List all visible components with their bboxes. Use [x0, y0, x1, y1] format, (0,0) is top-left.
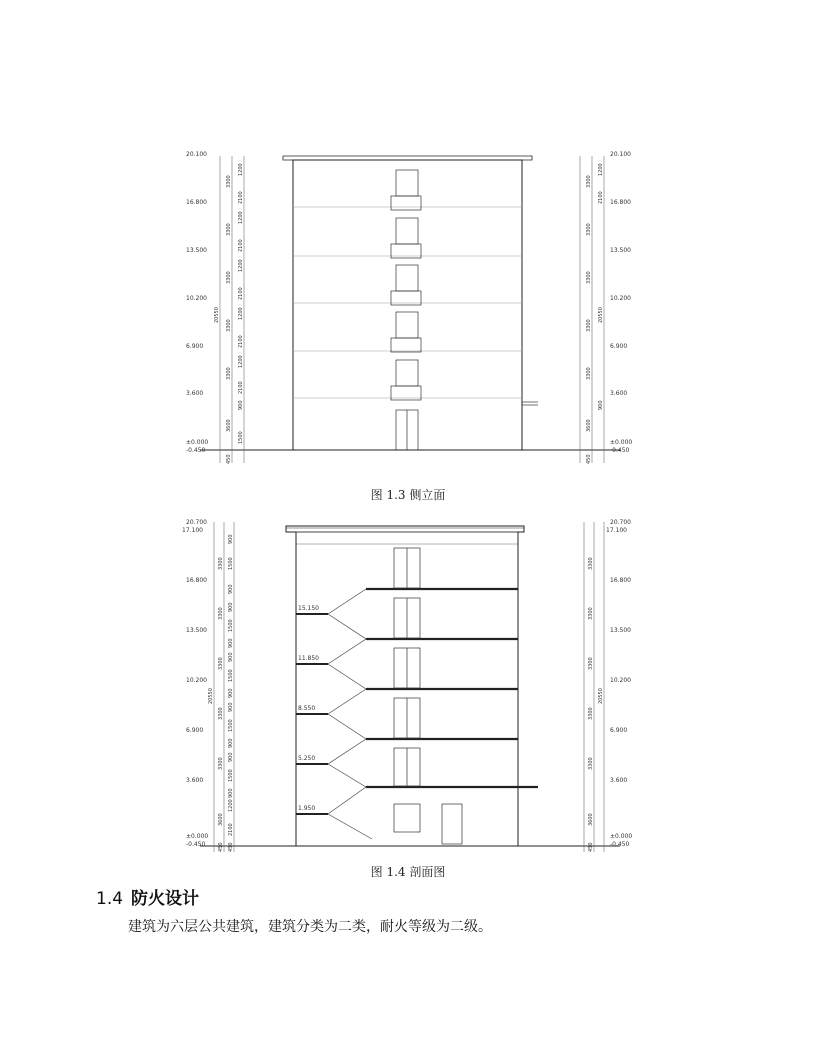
figure-1-4-caption: 图 1.4 剖面图 [370, 865, 446, 879]
level-label: 13.500 [186, 627, 207, 634]
stair-level-label: 5.250 [298, 755, 316, 762]
sub-dimension: 2100 [238, 287, 244, 300]
story-dimension: 3300 [586, 175, 592, 188]
sub-dimension: 2100 [238, 191, 244, 204]
level-label: ±0.000 [610, 439, 633, 446]
level-label: 6.900 [186, 343, 204, 350]
story-dimension: 3300 [226, 271, 232, 284]
section-title: 防火设计 [130, 889, 199, 909]
level-label: 20.100 [610, 151, 631, 158]
side-elevation-drawing [180, 148, 640, 468]
story-dimension: 3600 [586, 419, 592, 432]
sub-dimension: 900 [228, 752, 234, 762]
level-label: -0.450 [186, 841, 206, 848]
sub-dimension: 900 [238, 400, 244, 410]
sub-dimension: 1200 [238, 307, 244, 320]
level-label: 3.600 [186, 777, 204, 784]
level-label: ±0.000 [186, 833, 209, 840]
level-label: 16.800 [186, 199, 207, 206]
story-dimension: 3300 [218, 557, 224, 570]
sub-dimension: 2100 [238, 239, 244, 252]
sub-dimension: 900 [228, 738, 234, 748]
level-label: 10.200 [610, 295, 631, 302]
stair-level-label: 1.950 [298, 805, 316, 812]
level-label: 17.100 [606, 527, 627, 534]
level-label: 3.600 [610, 390, 628, 397]
sub-dimension: 2100 [238, 335, 244, 348]
level-label: 17.100 [182, 527, 203, 534]
sub-dimension: 450 [228, 842, 234, 852]
sub-dimension: 1200 [238, 355, 244, 368]
story-dimension: 3300 [586, 367, 592, 380]
story-dimension: 3300 [226, 319, 232, 332]
level-label: 20.700 [610, 519, 631, 526]
stair-level-label: 8.550 [298, 705, 316, 712]
section-number: 1.4 [96, 889, 124, 909]
story-dimension: 3300 [588, 707, 594, 720]
story-dimension: 3300 [586, 319, 592, 332]
sub-dimension: 1500 [228, 719, 234, 732]
sub-dimension: 900 [598, 400, 604, 410]
total-dimension: 20550 [598, 307, 604, 323]
stair-level-label: 15.150 [298, 605, 319, 612]
level-label: ±0.000 [610, 833, 633, 840]
story-dimension: 3600 [226, 419, 232, 432]
story-dimension: 3300 [226, 175, 232, 188]
level-label: 10.200 [186, 677, 207, 684]
sub-dimension: 900 [228, 652, 234, 662]
sub-dimension: 1500 [228, 769, 234, 782]
sub-dimension: 900 [228, 688, 234, 698]
body-paragraph: 建筑为六层公共建筑，建筑分类为二类，耐火等级为二级。 [128, 919, 492, 935]
level-label: 13.500 [610, 247, 631, 254]
sub-dimension: 1500 [228, 557, 234, 570]
story-dimension: 3300 [588, 757, 594, 770]
sub-dimension: 1200 [238, 163, 244, 176]
total-dimension: 20550 [214, 307, 220, 323]
story-dimension: 3300 [586, 223, 592, 236]
story-dimension: 450 [218, 842, 224, 852]
story-dimension: 3300 [586, 271, 592, 284]
sub-dimension: 1500 [238, 431, 244, 444]
level-label: 3.600 [186, 390, 204, 397]
level-label: -0.450 [610, 447, 630, 454]
section-heading [96, 884, 199, 909]
story-dimension: 3300 [588, 557, 594, 570]
sub-dimension: 2100 [228, 823, 234, 836]
story-dimension: 450 [226, 454, 232, 464]
sub-dimension: 900 [228, 584, 234, 594]
sub-dimension: 1500 [228, 619, 234, 632]
level-label: 16.800 [186, 577, 207, 584]
story-dimension: 3300 [218, 607, 224, 620]
level-label: 10.200 [610, 677, 631, 684]
story-dimension: 450 [586, 454, 592, 464]
sub-dimension: 2100 [238, 381, 244, 394]
level-label: 13.500 [610, 627, 631, 634]
story-dimension: 3300 [226, 223, 232, 236]
sub-dimension: 900 [228, 702, 234, 712]
story-dimension: 3300 [218, 757, 224, 770]
sub-dimension: 900 [228, 602, 234, 612]
figure-section [180, 514, 640, 854]
sub-dimension: 1500 [228, 669, 234, 682]
story-dimension: 3300 [588, 657, 594, 670]
figure-1-3-caption: 图 1.3 侧立面 [370, 488, 446, 502]
figure-side-elevation [180, 148, 640, 468]
level-label: -0.450 [186, 447, 206, 454]
level-label: -0.450 [610, 841, 630, 848]
level-label: 6.900 [610, 343, 628, 350]
level-label: 6.900 [610, 727, 628, 734]
level-label: 13.500 [186, 247, 207, 254]
sub-dimension: 900 [228, 534, 234, 544]
story-dimension: 3300 [218, 707, 224, 720]
level-label: 16.800 [610, 577, 631, 584]
story-dimension: 450 [588, 842, 594, 852]
level-label: 3.600 [610, 777, 628, 784]
section-drawing [180, 514, 640, 854]
sub-dimension: 1200 [598, 163, 604, 176]
stair-level-label: 11.850 [298, 655, 319, 662]
sub-dimension: 1200 [238, 211, 244, 224]
story-dimension: 3300 [588, 607, 594, 620]
sub-dimension: 1200 [228, 799, 234, 812]
total-dimension: 20550 [208, 688, 214, 704]
level-label: 20.100 [186, 151, 207, 158]
story-dimension: 3600 [588, 813, 594, 826]
sub-dimension: 2100 [598, 191, 604, 204]
sub-dimension: 900 [228, 638, 234, 648]
story-dimension: 3300 [226, 367, 232, 380]
level-label: 6.900 [186, 727, 204, 734]
sub-dimension: 900 [228, 788, 234, 798]
sub-dimension: 1200 [238, 259, 244, 272]
level-label: 10.200 [186, 295, 207, 302]
total-dimension: 20550 [598, 688, 604, 704]
story-dimension: 3600 [218, 813, 224, 826]
level-label: 16.800 [610, 199, 631, 206]
level-label: ±0.000 [186, 439, 209, 446]
level-label: 20.700 [186, 519, 207, 526]
story-dimension: 3300 [218, 657, 224, 670]
